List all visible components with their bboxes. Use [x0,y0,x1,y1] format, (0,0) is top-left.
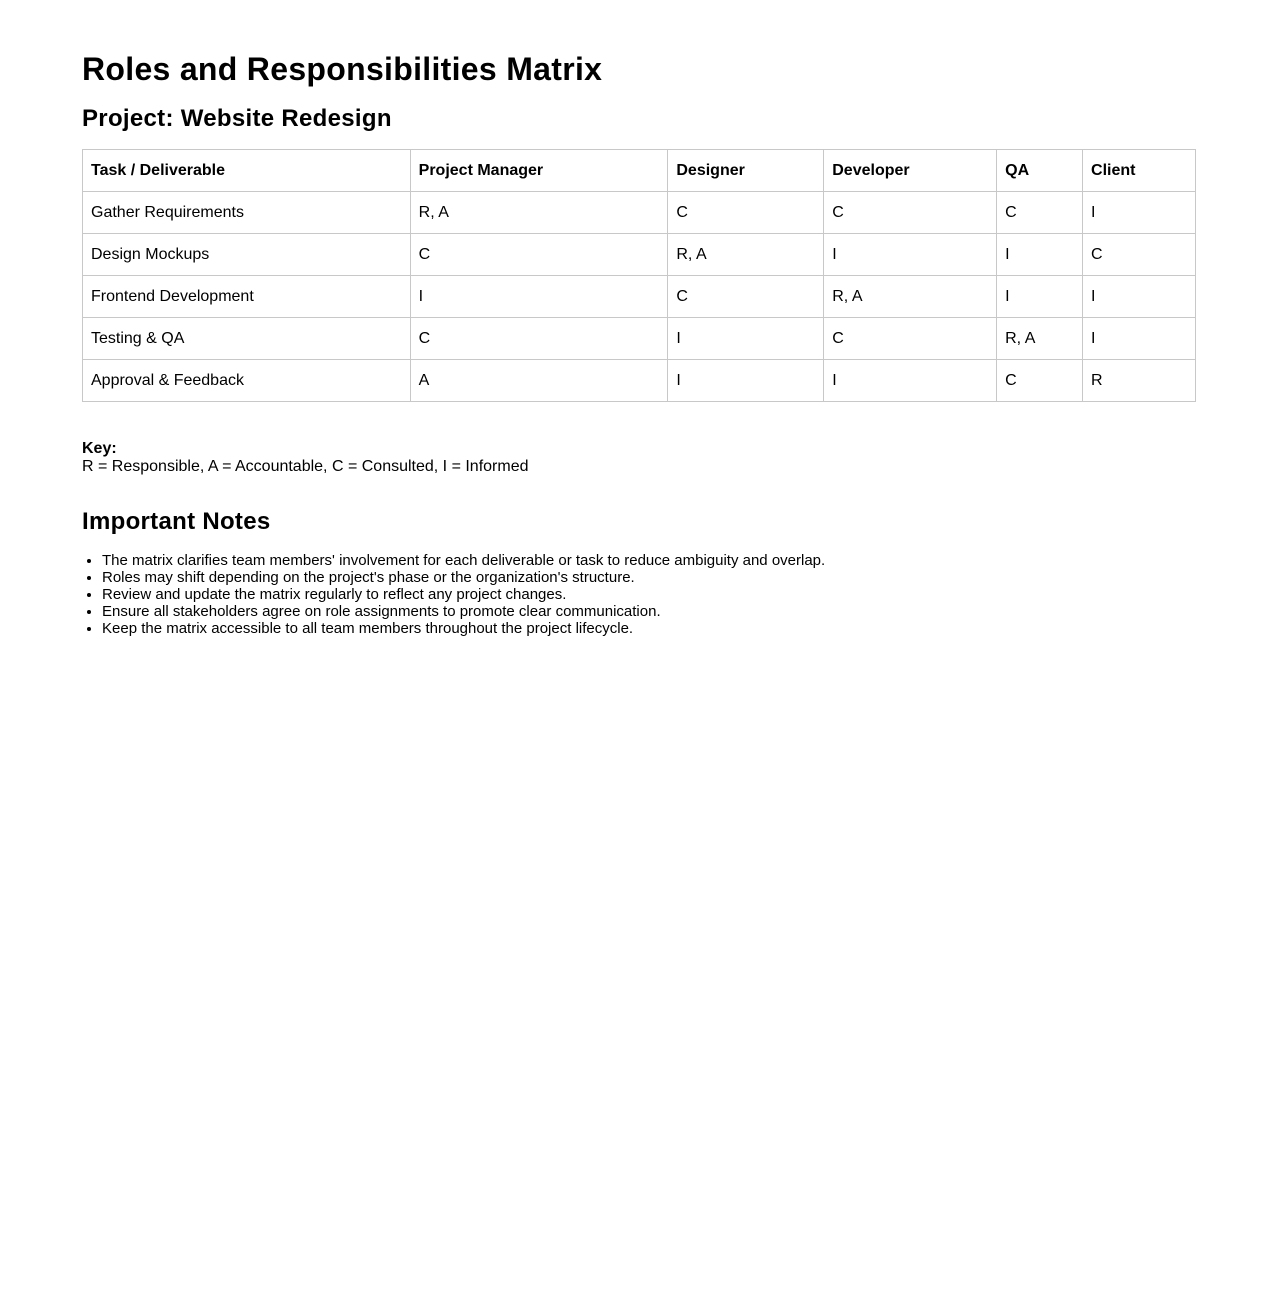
page-title: Roles and Responsibilities Matrix [82,51,603,87]
role-cell: A [410,360,668,402]
role-cell: C [1083,234,1196,276]
list-item: • The matrix clarifies team members' involvement for each deliverable or task to reduce ambiguity and overlap. [102,552,825,569]
task-cell: Frontend Development [83,276,411,318]
task-cell: Approval & Feedback [83,360,411,402]
role-cell: C [824,192,997,234]
table-row [83,234,1196,276]
table-row [83,318,1196,360]
role-cell: I [824,234,997,276]
role-cell: R, A [668,234,824,276]
table-row [83,360,1196,402]
table-header-row [83,150,1196,192]
task-cell: Testing & QA [83,318,411,360]
header-client: Client [1083,150,1196,192]
header-project-manager: Project Manager [410,150,668,192]
key-text: R = Responsible, A = Accountable, C = Consulted, I = Informed [82,458,529,475]
role-cell: I [410,276,668,318]
role-cell: I [824,360,997,402]
role-cell: I [668,318,824,360]
role-cell: C [410,318,668,360]
project-subtitle: Project: Website Redesign [82,105,392,132]
role-cell: I [1083,276,1196,318]
header-qa: QA [997,150,1083,192]
role-cell: C [824,318,997,360]
role-cell: I [1083,318,1196,360]
role-cell: C [997,192,1083,234]
task-cell: Design Mockups [83,234,411,276]
role-cell: R [1083,360,1196,402]
notes-list [82,552,825,637]
list-item: • Ensure all stakeholders agree on role assignments to promote clear communication. [102,603,825,620]
role-cell: R, A [997,318,1083,360]
notes-title: Important Notes [82,508,271,535]
list-item: • Keep the matrix accessible to all team members throughout the project lifecycle. [102,620,825,637]
role-cell: R, A [410,192,668,234]
raci-matrix-table [82,149,1196,402]
legend-key [82,440,529,476]
header-task: Task / Deliverable [83,150,411,192]
role-cell: C [410,234,668,276]
role-cell: C [997,360,1083,402]
role-cell: I [997,234,1083,276]
role-cell: I [997,276,1083,318]
task-cell: Gather Requirements [83,192,411,234]
header-developer: Developer [824,150,997,192]
table-row [83,192,1196,234]
role-cell: R, A [824,276,997,318]
header-designer: Designer [668,150,824,192]
role-cell: C [668,192,824,234]
role-cell: I [1083,192,1196,234]
role-cell: I [668,360,824,402]
table-row [83,276,1196,318]
list-item: • Roles may shift depending on the project's phase or the organization's structure. [102,569,825,586]
key-title: Key: [82,440,117,457]
list-item: • Review and update the matrix regularly to reflect any project changes. [102,586,825,603]
role-cell: C [668,276,824,318]
